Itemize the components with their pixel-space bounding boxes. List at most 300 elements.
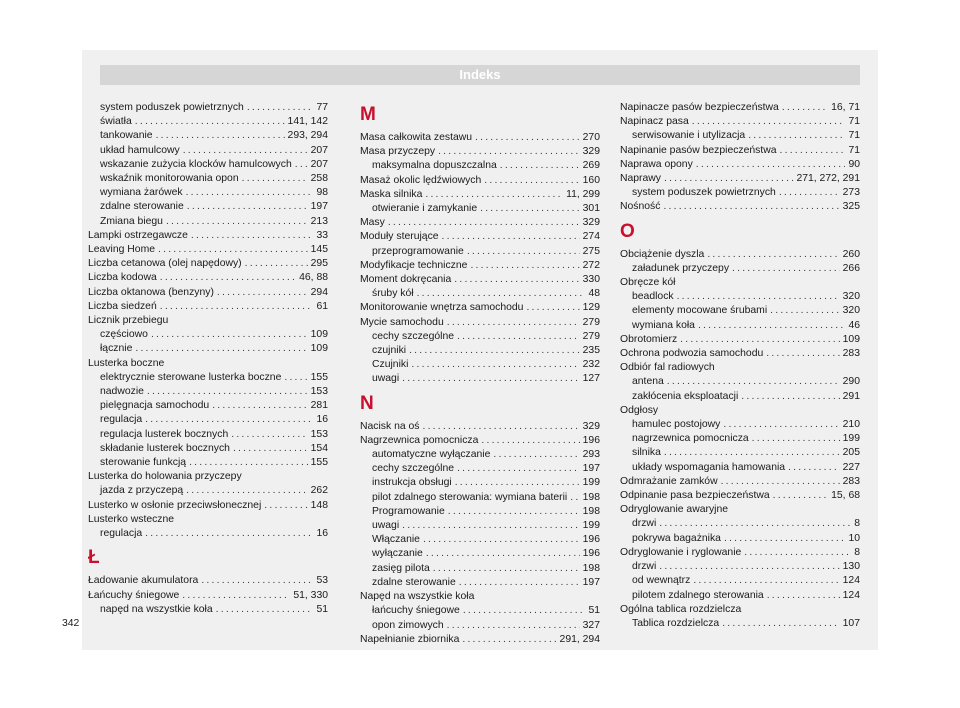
index-subentry: [360, 448, 600, 462]
entry-pages: 16, 71: [831, 102, 860, 113]
index-subentry: [620, 390, 860, 404]
dot-leader: [693, 574, 839, 588]
index-subentry: [88, 328, 328, 342]
index-entry: [620, 172, 860, 186]
index-subentry: [620, 432, 860, 446]
entry-pages: 270: [582, 132, 600, 143]
entry-pages: 199: [582, 520, 600, 532]
index-subentry: [360, 604, 600, 618]
dot-leader: [264, 499, 307, 513]
page-number: 342: [62, 618, 80, 629]
entry-label: Moduły sterujące: [360, 231, 439, 243]
index-entry: [360, 420, 600, 434]
dot-leader: [766, 347, 839, 361]
index-letter-heading: Ł: [88, 547, 100, 569]
dot-leader: [459, 576, 580, 590]
dot-leader: [732, 262, 840, 276]
dot-leader: [723, 418, 839, 432]
dot-leader: [480, 202, 580, 216]
index-entry: [88, 229, 328, 243]
index-subentry: [620, 262, 860, 276]
section-header-bar: [100, 65, 860, 85]
entry-pages: 196: [582, 548, 600, 560]
index-subentry: [88, 371, 328, 385]
entry-pages: 325: [842, 201, 860, 213]
index-subentry: [360, 562, 600, 576]
dot-leader: [217, 286, 308, 300]
entry-label: Włączanie: [372, 534, 420, 546]
dot-leader: [770, 304, 840, 318]
entry-label: Maska silnika: [360, 188, 423, 200]
index-subentry: [620, 617, 860, 631]
dot-leader: [411, 358, 579, 372]
index-subentry: [360, 576, 600, 590]
entry-label: elektrycznie sterowane lusterka boczne: [100, 371, 282, 383]
entry-pages: 283: [842, 348, 860, 360]
index-entry: [88, 257, 328, 271]
index-entry: [88, 286, 328, 300]
entry-label: łańcuchy śniegowe: [372, 605, 460, 617]
dot-leader: [409, 344, 580, 358]
entry-label: składanie lusterek bocznych: [100, 442, 230, 454]
index-entry: [88, 271, 328, 285]
index-subentry: [360, 245, 600, 259]
dot-leader: [526, 301, 579, 315]
entry-label: Czujniki: [372, 359, 409, 371]
entry-label: tankowanie: [100, 130, 153, 142]
entry-label: zasięg pilota: [372, 562, 430, 574]
entry-pages: 295: [310, 258, 328, 270]
index-subentry: [360, 519, 600, 533]
entry-label: uwagi: [372, 373, 400, 385]
entry-pages: 153: [310, 428, 328, 440]
dot-leader: [388, 216, 580, 230]
entry-pages: 51: [588, 605, 600, 617]
entry-label: Odmrażanie zamków: [620, 475, 718, 487]
entry-label: wyłączanie: [372, 548, 423, 560]
index-subentry: [88, 144, 328, 158]
dot-leader: [135, 342, 307, 356]
entry-label: pielęgnacja samochodu: [100, 400, 210, 412]
index-entry: [360, 188, 600, 202]
dot-leader: [423, 533, 580, 547]
entry-label: antena: [632, 376, 664, 388]
entry-label: Programowanie: [372, 505, 445, 517]
section-title: Indeks: [459, 67, 501, 82]
entry-label: Liczba siedzeń: [88, 300, 157, 312]
entry-pages: 11, 299: [566, 188, 600, 200]
index-subentry: [88, 186, 328, 200]
index-entry: [620, 333, 860, 347]
index-subentry: [620, 375, 860, 389]
entry-pages: 271, 272, 291: [796, 173, 860, 185]
entry-label: regulacja lusterek bocznych: [100, 428, 229, 440]
entry-label: Nacisk na oś: [360, 420, 420, 432]
entry-label: otwieranie i zamykanie: [372, 203, 478, 215]
entry-label: Liczba oktanowa (benzyny): [88, 286, 214, 298]
index-subentry: [620, 574, 860, 588]
index-entry: [360, 216, 600, 230]
dot-leader: [447, 619, 580, 633]
index-entry: [360, 145, 600, 159]
entry-pages: 145: [310, 244, 328, 256]
dot-leader: [752, 432, 840, 446]
dot-leader: [145, 413, 313, 427]
entry-label: Ładowanie akumulatora: [88, 575, 199, 587]
entry-label: Napinanie pasów bezpieczeństwa: [620, 144, 777, 156]
index-subentry: [360, 330, 600, 344]
index-subentry: [88, 200, 328, 214]
entry-label: częściowo: [100, 329, 148, 341]
entry-pages: 141, 142: [287, 116, 328, 128]
index-entry: [360, 273, 600, 287]
entry-pages: 33: [316, 229, 328, 241]
dot-leader: [779, 186, 840, 200]
index-subentry: [88, 158, 328, 172]
entry-pages: 291: [842, 390, 860, 402]
dot-leader: [295, 158, 308, 172]
dot-leader: [462, 633, 556, 647]
index-subentry: [620, 560, 860, 574]
index-subentry: [88, 385, 328, 399]
entry-pages: 61: [316, 300, 328, 312]
entry-label: układ hamulcowy: [100, 144, 180, 156]
entry-pages: 199: [582, 477, 600, 489]
dot-leader: [212, 399, 307, 413]
index-subentry: [620, 446, 860, 460]
entry-pages: 283: [842, 475, 860, 487]
entry-pages: 329: [582, 217, 600, 229]
index-entry: [360, 230, 600, 244]
dot-leader: [242, 172, 308, 186]
index-subentry: [620, 517, 860, 531]
entry-label: cechy szczególne: [372, 330, 455, 342]
entry-label: Obrotomierz: [620, 333, 678, 345]
entry-pages: 272: [582, 259, 600, 271]
entry-pages: 213: [310, 215, 328, 227]
dot-leader: [659, 517, 851, 531]
entry-label: Lusterko wsteczne: [88, 513, 175, 525]
entry-label: Moment dokręcania: [360, 274, 452, 286]
index-column-3: [620, 101, 860, 631]
dot-leader: [433, 562, 580, 576]
entry-label: Lampki ostrzegawcze: [88, 229, 188, 241]
dot-leader: [481, 434, 579, 448]
entry-label: Lusterka boczne: [88, 357, 165, 369]
index-column-1: [88, 101, 328, 617]
dot-leader: [744, 546, 851, 560]
entry-label: od wewnątrz: [632, 575, 691, 587]
entry-label: regulacja: [100, 528, 143, 540]
entry-pages: 53: [316, 575, 328, 587]
index-group-heading: [88, 513, 328, 527]
entry-pages: 124: [842, 589, 860, 601]
index-subentry: [620, 532, 860, 546]
entry-label: Mycie samochodu: [360, 316, 444, 328]
dot-leader: [233, 442, 308, 456]
index-entry: [620, 489, 860, 503]
index-group-heading: [620, 276, 860, 290]
dot-leader: [454, 273, 579, 287]
index-subentry: [620, 589, 860, 603]
entry-label: Lusterko w osłonie przeciwsłonecznej: [88, 499, 262, 511]
entry-label: łącznie: [100, 343, 133, 355]
index-entry: [88, 574, 328, 588]
entry-label: Liczba cetanowa (olej napędowy): [88, 258, 242, 270]
index-subentry: [88, 603, 328, 617]
entry-pages: 279: [582, 330, 600, 342]
entry-label: wskaźnik monitorowania opon: [100, 173, 239, 185]
entry-pages: 15, 68: [831, 490, 860, 502]
index-subentry: [88, 115, 328, 129]
index-entry: [620, 347, 860, 361]
index-entry: [88, 243, 328, 257]
entry-pages: 129: [582, 302, 600, 314]
dot-leader: [145, 527, 313, 541]
index-subentry: [88, 413, 328, 427]
entry-pages: 235: [582, 345, 600, 357]
entry-label: elementy mocowane śrubami: [632, 305, 768, 317]
entry-pages: 205: [842, 447, 860, 459]
entry-label: Nagrzewnica pomocnicza: [360, 434, 479, 446]
entry-pages: 10: [848, 532, 860, 544]
entry-pages: 107: [842, 617, 860, 629]
entry-pages: 320: [842, 291, 860, 303]
entry-label: przeprogramowanie: [372, 245, 464, 257]
entry-pages: 77: [316, 102, 328, 113]
dot-leader: [426, 547, 580, 561]
entry-label: Nośność: [620, 201, 661, 213]
entry-pages: 232: [582, 359, 600, 371]
entry-pages: 109: [842, 333, 860, 345]
index-entry: [360, 301, 600, 315]
entry-pages: 148: [310, 499, 328, 511]
entry-label: zdalne sterowanie: [100, 201, 184, 213]
entry-label: nagrzewnica pomocnicza: [632, 433, 749, 445]
index-entry: [360, 174, 600, 188]
dot-leader: [245, 257, 308, 271]
index-subentry: [620, 129, 860, 143]
dot-leader: [780, 144, 846, 158]
index-entry: [620, 475, 860, 489]
index-group-heading: [620, 361, 860, 375]
entry-pages: 290: [842, 376, 860, 388]
entry-label: Ochrona podwozia samochodu: [620, 348, 764, 360]
entry-pages: 210: [842, 419, 860, 431]
index-subentry: [88, 399, 328, 413]
entry-pages: 293: [582, 449, 600, 461]
dot-leader: [422, 420, 579, 434]
entry-pages: 330: [582, 274, 600, 286]
entry-label: regulacja: [100, 414, 143, 426]
entry-label: Odpinanie pasa bezpieczeństwa: [620, 490, 770, 502]
index-subentry: [620, 304, 860, 318]
entry-label: sterowanie funkcją: [100, 457, 187, 469]
index-entry: [360, 131, 600, 145]
index-subentry: [360, 202, 600, 216]
index-subentry: [360, 462, 600, 476]
entry-pages: 46, 88: [299, 272, 328, 284]
dot-leader: [664, 172, 793, 186]
index-subentry: [88, 456, 328, 470]
dot-leader: [484, 174, 579, 188]
index-entry: [620, 248, 860, 262]
dot-leader: [500, 159, 580, 173]
entry-label: Napełnianie zbiornika: [360, 633, 460, 645]
index-subentry: [88, 215, 328, 229]
entry-pages: 71: [848, 144, 860, 156]
entry-label: cechy szczególne: [372, 463, 455, 475]
dot-leader: [463, 604, 586, 618]
entry-pages: 130: [842, 561, 860, 573]
dot-leader: [722, 617, 839, 631]
index-group-heading: [360, 590, 600, 604]
entry-label: automatyczne wyłączanie: [372, 449, 491, 461]
entry-pages: 294: [310, 286, 328, 298]
entry-pages: 279: [582, 316, 600, 328]
dot-leader: [659, 560, 839, 574]
index-column-2: [360, 104, 600, 647]
entry-label: Licznik przebiegu: [88, 315, 169, 327]
index-group-heading: [620, 404, 860, 418]
entry-label: układy wspomagania hamowania: [632, 461, 786, 473]
index-subentry: [360, 547, 600, 561]
entry-pages: 124: [842, 575, 860, 587]
index-subentry: [88, 129, 328, 143]
index-group-heading: [88, 314, 328, 328]
entry-pages: 198: [582, 491, 600, 503]
dot-leader: [160, 271, 296, 285]
entry-label: Napęd na wszystkie koła: [360, 591, 475, 603]
entry-pages: 273: [842, 187, 860, 199]
dot-leader: [231, 428, 307, 442]
entry-label: pilot zdalnego sterowania: wymiana baterii: [372, 491, 568, 503]
entry-pages: 198: [582, 562, 600, 574]
index-subentry: [360, 619, 600, 633]
entry-label: Naprawa opony: [620, 158, 693, 170]
dot-leader: [186, 484, 307, 498]
entry-label: system poduszek powietrznych: [100, 102, 244, 113]
dot-leader: [698, 319, 845, 333]
entry-label: napęd na wszystkie koła: [100, 603, 213, 615]
dot-leader: [663, 200, 839, 214]
index-entry: [88, 589, 328, 603]
entry-label: zakłócenia eksploatacji: [632, 390, 739, 402]
entry-pages: 196: [582, 434, 600, 446]
dot-leader: [707, 248, 839, 262]
index-subentry: [620, 461, 860, 475]
index-subentry: [88, 172, 328, 186]
entry-label: uwagi: [372, 520, 400, 532]
index-subentry: [360, 287, 600, 301]
dot-leader: [773, 489, 829, 503]
entry-pages: 199: [842, 433, 860, 445]
entry-label: Odgłosy: [620, 404, 659, 416]
dot-leader: [186, 186, 314, 200]
entry-label: Masy: [360, 217, 385, 229]
dot-leader: [748, 129, 845, 143]
entry-label: Zmiana biegu: [100, 215, 163, 227]
dot-leader: [442, 230, 580, 244]
entry-label: pokrywa bagażnika: [632, 532, 721, 544]
entry-pages: 109: [310, 329, 328, 341]
entry-label: nadwozie: [100, 386, 144, 398]
dot-leader: [782, 101, 828, 115]
index-subentry: [360, 533, 600, 547]
index-entry: [620, 144, 860, 158]
dot-leader: [158, 243, 308, 257]
entry-label: Lusterka do holowania przyczepy: [88, 471, 242, 483]
entry-pages: 127: [582, 373, 600, 385]
dot-leader: [680, 333, 839, 347]
entry-label: wskazanie zużycia klocków hamulcowych: [100, 158, 292, 170]
index-group-heading: [620, 503, 860, 517]
dot-leader: [402, 519, 580, 533]
entry-label: Odryglowanie awaryjne: [620, 504, 729, 516]
index-subentry: [88, 527, 328, 541]
dot-leader: [448, 505, 580, 519]
index-letter-heading: M: [360, 104, 376, 125]
index-group-heading: [88, 470, 328, 484]
entry-pages: 48: [588, 288, 600, 300]
index-subentry: [360, 358, 600, 372]
entry-pages: 207: [310, 144, 328, 156]
entry-pages: 293, 294: [287, 130, 328, 142]
entry-label: drzwi: [632, 518, 657, 530]
dot-leader: [284, 371, 307, 385]
entry-pages: 155: [310, 371, 328, 383]
dot-leader: [570, 491, 579, 505]
index-subentry: [88, 442, 328, 456]
index-entry: [88, 300, 328, 314]
entry-label: czujniki: [372, 345, 407, 357]
entry-label: Naprawy: [620, 173, 661, 185]
dot-leader: [166, 215, 308, 229]
dot-leader: [457, 462, 580, 476]
entry-label: beadlock: [632, 291, 674, 303]
index-entry: [620, 115, 860, 129]
entry-pages: 274: [582, 231, 600, 243]
dot-leader: [147, 385, 308, 399]
entry-pages: 262: [310, 485, 328, 497]
entry-label: śruby kół: [372, 288, 414, 300]
entry-label: wymiana żarówek: [100, 187, 183, 199]
entry-pages: 51, 330: [293, 589, 328, 601]
dot-leader: [247, 101, 314, 115]
entry-pages: 227: [842, 461, 860, 473]
index-subentry: [88, 101, 328, 115]
entry-label: Leaving Home: [88, 244, 156, 256]
entry-label: Masa przyczepy: [360, 146, 436, 158]
dot-leader: [191, 229, 314, 243]
entry-pages: 46: [848, 319, 860, 331]
entry-pages: 301: [582, 203, 600, 215]
entry-label: zdalne sterowanie: [372, 576, 456, 588]
dot-leader: [664, 446, 840, 460]
dot-leader: [447, 316, 580, 330]
index-subentry: [360, 372, 600, 386]
entry-label: pilotem zdalnego sterowania: [632, 589, 764, 601]
entry-pages: 71: [848, 130, 860, 142]
entry-pages: 329: [582, 146, 600, 158]
entry-label: system poduszek powietrznych: [632, 187, 776, 199]
index-subentry: [620, 290, 860, 304]
entry-pages: 109: [310, 343, 328, 355]
entry-pages: 266: [842, 262, 860, 274]
entry-pages: 329: [582, 420, 600, 432]
dot-leader: [457, 330, 580, 344]
entry-label: wymiana koła: [632, 319, 695, 331]
